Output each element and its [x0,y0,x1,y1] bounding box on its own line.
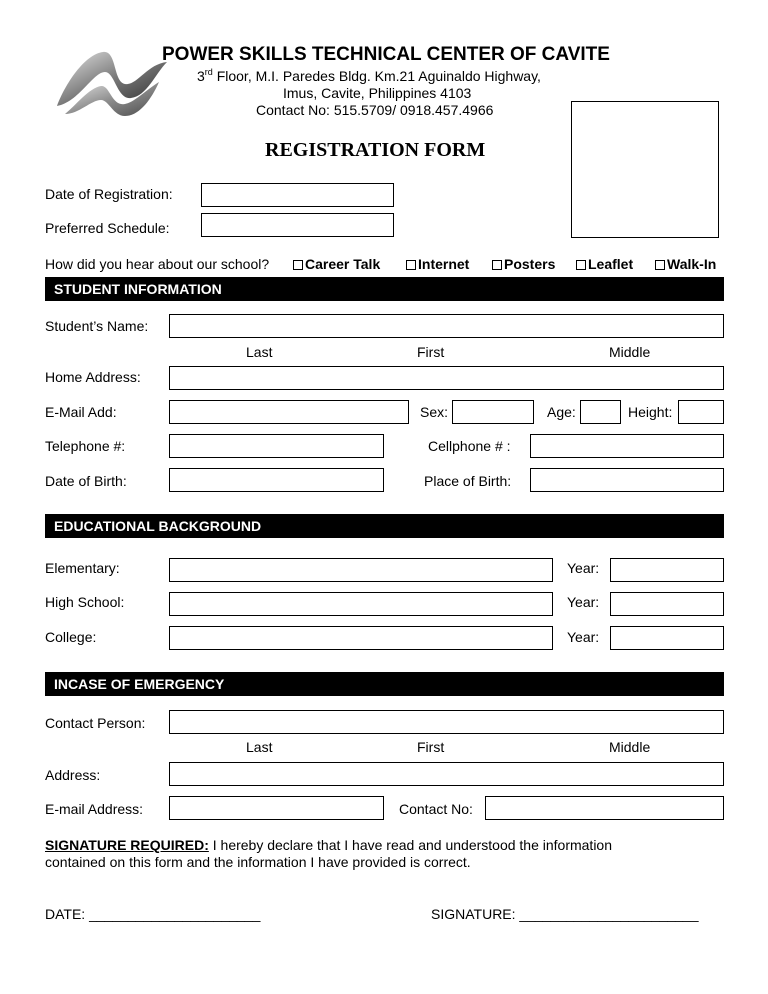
sex-label: Sex: [420,404,449,420]
emergency-email-label: E-mail Address: [45,801,144,817]
telephone-label: Telephone #: [45,438,126,454]
name-last-caption: Last [246,344,273,360]
height-label: Height: [628,404,673,420]
floor-number: 3 [197,68,205,84]
elementary-field[interactable] [169,558,553,582]
form-title: REGISTRATION FORM [265,139,486,161]
dob-label: Date of Birth: [45,473,127,489]
pob-field[interactable] [530,468,724,492]
floor-ordinal: rd [204,67,213,77]
date-signature-line[interactable]: DATE: ______________________ [45,906,261,922]
signature-required-label: SIGNATURE REQUIRED: [45,837,209,853]
option-leaflet[interactable] [576,256,633,272]
name-first-caption: First [417,344,445,360]
elementary-year-field[interactable] [610,558,724,582]
student-info-heading: STUDENT INFORMATION [45,277,724,301]
signature-line[interactable]: SIGNATURE: _______________________ [431,906,699,922]
contact-middle-caption: Middle [609,739,651,755]
contact-person-label: Contact Person: [45,715,146,731]
college-label: College: [45,629,97,645]
option-posters[interactable] [492,256,555,272]
date-of-registration-field[interactable] [201,183,394,207]
contact-person-field[interactable] [169,710,724,734]
college-year-label: Year: [567,629,600,645]
emergency-contact-no-label: Contact No: [399,801,473,817]
contact-line: Contact No: 515.5709/ 0918.457.4966 [256,102,494,118]
option-career-talk[interactable] [293,256,380,272]
option-walk-in[interactable] [655,256,716,272]
age-field[interactable] [580,400,621,424]
contact-last-caption: Last [246,739,273,755]
option-internet[interactable] [406,256,469,272]
address-line-1 [197,68,541,84]
emergency-address-label: Address: [45,767,101,783]
student-name-label: Student’s Name: [45,318,149,334]
option-label: Career Talk [305,256,381,272]
hear-about-question: How did you hear about our school? [45,256,270,272]
school-name: POWER SKILLS TECHNICAL CENTER OF CAVITE [162,44,610,65]
option-label: Posters [504,256,556,272]
option-label: Internet [418,256,470,272]
sex-field[interactable] [452,400,534,424]
checkbox-leaflet[interactable] [576,260,586,270]
name-middle-caption: Middle [609,344,651,360]
checkbox-posters[interactable] [492,260,502,270]
emergency-heading: INCASE OF EMERGENCY [45,672,724,696]
age-label: Age: [547,404,576,420]
photo-box[interactable] [571,101,719,238]
address-line-2: Imus, Cavite, Philippines 4103 [283,85,472,101]
preferred-schedule-label: Preferred Schedule: [45,220,170,236]
student-name-field[interactable] [169,314,724,338]
contact-first-caption: First [417,739,445,755]
school-logo [55,44,170,124]
pob-label: Place of Birth: [424,473,512,489]
option-label: Walk-In [667,256,717,272]
declaration-line-1 [45,837,612,853]
education-heading: EDUCATIONAL BACKGROUND [45,514,724,538]
declaration-text-1: I hereby declare that I have read and understood the information [208,837,613,853]
high-school-year-field[interactable] [610,592,724,616]
cellphone-field[interactable] [530,434,724,458]
high-school-year-label: Year: [567,594,600,610]
checkbox-walk-in[interactable] [655,260,665,270]
elementary-label: Elementary: [45,560,120,576]
high-school-field[interactable] [169,592,553,616]
emergency-contact-no-field[interactable] [485,796,724,820]
college-year-field[interactable] [610,626,724,650]
checkbox-internet[interactable] [406,260,416,270]
date-of-registration-label: Date of Registration: [45,186,173,202]
high-school-label: High School: [45,594,125,610]
college-field[interactable] [169,626,553,650]
cellphone-label: Cellphone # : [428,438,511,454]
dob-field[interactable] [169,468,384,492]
elementary-year-label: Year: [567,560,600,576]
home-address-label: Home Address: [45,369,141,385]
preferred-schedule-field[interactable] [201,213,394,237]
address-rest: Floor, M.I. Paredes Bldg. Km.21 Aguinaldo Highway, [212,68,541,84]
emergency-email-field[interactable] [169,796,384,820]
telephone-field[interactable] [169,434,384,458]
checkbox-career-talk[interactable] [293,260,303,270]
declaration-text-2: contained on this form and the information I have provided is correct. [45,854,471,870]
email-field[interactable] [169,400,409,424]
emergency-address-field[interactable] [169,762,724,786]
home-address-field[interactable] [169,366,724,390]
height-field[interactable] [678,400,724,424]
option-label: Leaflet [588,256,634,272]
email-label: E-Mail Add: [45,404,117,420]
